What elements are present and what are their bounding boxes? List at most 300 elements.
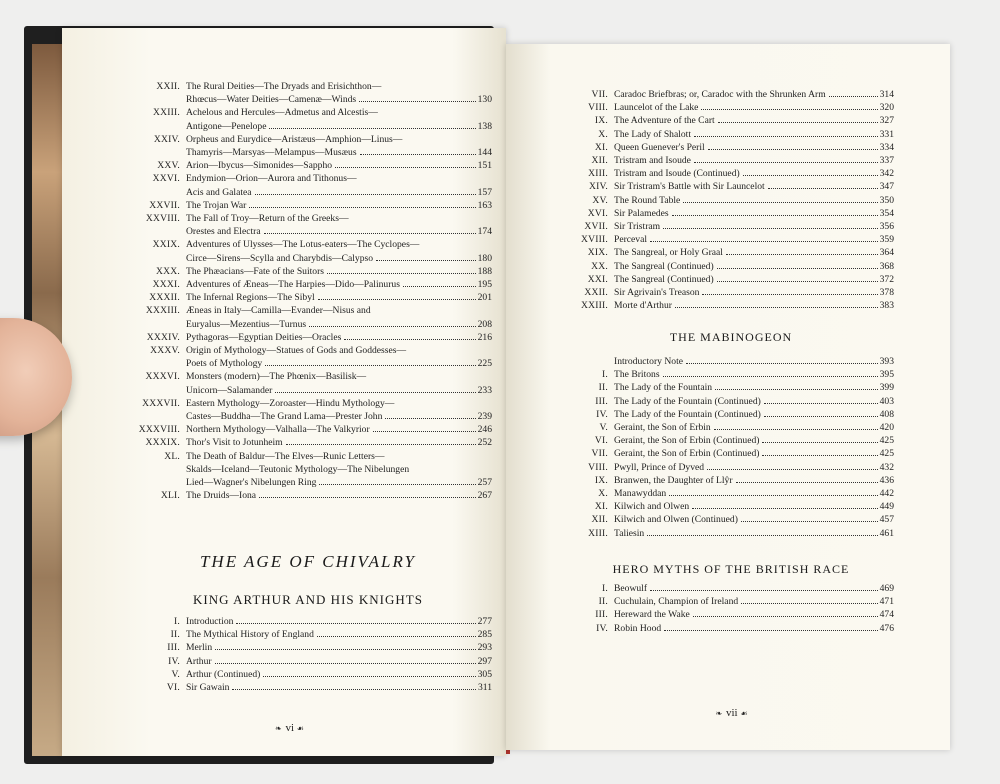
toc-entry <box>568 421 894 434</box>
chapter-number: XIII. <box>588 168 608 180</box>
chapter-number: III. <box>167 642 180 654</box>
dot-leader <box>714 429 878 430</box>
chapter-number: XXXI. <box>152 279 180 291</box>
chapter-title: Cuchulain, Champion of Ireland <box>614 596 739 608</box>
chapter-title: Euryalus—Mezentius—Turnus <box>186 318 307 330</box>
page-number: 354 <box>879 207 894 219</box>
chapter-number: VIII. <box>588 102 608 114</box>
toc-entry-line <box>568 500 894 513</box>
chapter-number: XXXVI. <box>145 371 180 383</box>
dot-leader <box>675 307 878 308</box>
chapter-title: Kilwich and Olwen <box>614 501 690 513</box>
chapter-title: The Druids—Iona <box>186 490 257 502</box>
toc-entry-line <box>568 260 894 273</box>
dot-leader <box>259 497 476 498</box>
chapter-number: III. <box>595 395 608 407</box>
page-number: 342 <box>879 168 894 180</box>
chapter-title: Rhœcus—Water Deities—Camenæ—Winds <box>186 94 357 106</box>
toc-entry-line <box>124 93 492 106</box>
page-number: 267 <box>477 490 492 502</box>
chapter-title: Orestes and Electra <box>186 226 261 238</box>
toc-entry <box>568 368 894 381</box>
toc-entry <box>124 133 492 159</box>
page-number: 356 <box>879 221 894 233</box>
chapter-number: XXXIX. <box>145 437 180 449</box>
chapter-title: Castes—Buddha—The Grand Lama—Prester John <box>186 411 383 423</box>
page-number: 372 <box>879 273 894 285</box>
chapter-title: The Lady of the Fountain (Continued) <box>614 395 761 407</box>
page-number: 297 <box>477 655 492 667</box>
dot-leader <box>647 535 877 536</box>
toc-entry <box>124 331 492 344</box>
dot-leader <box>741 603 877 604</box>
toc-entry <box>124 450 492 490</box>
dot-leader <box>385 418 475 419</box>
page-number: 350 <box>879 194 894 206</box>
ornament-icon: ❧ <box>715 709 724 718</box>
chapter-title: Morte d'Arthur <box>614 300 672 312</box>
chapter-number: X. <box>598 128 608 140</box>
chapter-title: Manawyddan <box>614 488 667 500</box>
toc-entry-line <box>568 595 894 608</box>
page-number: 449 <box>879 501 894 513</box>
toc-entry-line <box>568 474 894 487</box>
page-number: 180 <box>477 252 492 264</box>
chapter-title: Northern Mythology—Valhalla—The Valkyrior <box>186 424 370 436</box>
dot-leader <box>764 403 878 404</box>
chapter-title: Arthur (Continued) <box>186 668 261 680</box>
dot-leader <box>344 339 475 340</box>
dot-leader <box>265 365 475 366</box>
page-number: 233 <box>477 384 492 396</box>
folio-number: vii <box>725 707 738 719</box>
dot-leader <box>694 136 878 137</box>
chapter-number: XXVII. <box>149 199 180 211</box>
ornament-icon: ☙ <box>296 724 305 733</box>
chapter-number: XIV. <box>588 181 608 193</box>
dot-leader <box>686 363 878 364</box>
toc-entry-line <box>568 233 894 246</box>
toc-entry-line <box>568 180 894 193</box>
dot-leader <box>403 286 476 287</box>
chapter-number: XII. <box>591 155 608 167</box>
toc-entry-line <box>124 172 492 185</box>
chapter-number: XVII. <box>584 221 608 233</box>
toc-entry-line <box>124 252 492 265</box>
chapter-number: XXX. <box>156 265 180 277</box>
dot-leader <box>715 389 878 390</box>
chapter-title: Thamyris—Marsyas—Melampus—Musæus <box>186 147 357 159</box>
toc-entry <box>568 180 894 193</box>
dot-leader <box>762 442 877 443</box>
chapter-title: Sir Gawain <box>186 682 230 694</box>
page-number: 364 <box>879 247 894 259</box>
dot-leader <box>264 233 476 234</box>
chapter-title: The Infernal Regions—The Sibyl <box>186 292 315 304</box>
chapter-title: The Fall of Troy—Return of the Greeks— <box>186 213 349 225</box>
page-number: 457 <box>879 514 894 526</box>
chapter-title: Origin of Mythology—Statues of Gods and Goddesses— <box>186 345 407 357</box>
toc-entry <box>568 128 894 141</box>
chapter-number: II. <box>598 382 608 394</box>
chapter-title: Queen Guenever's Peril <box>614 141 705 153</box>
page-number: 246 <box>477 424 492 436</box>
toc-entry <box>568 513 894 526</box>
page-number: 395 <box>879 369 894 381</box>
toc-entry-line <box>124 225 492 238</box>
page-number: 378 <box>879 287 894 299</box>
toc-entry-line <box>568 622 894 635</box>
toc-entry <box>124 423 492 436</box>
chapter-title: The Adventure of the Cart <box>614 115 715 127</box>
toc-entry <box>124 436 492 449</box>
chapter-title: Pwyll, Prince of Dyved <box>614 461 705 473</box>
chapter-number: XXIX. <box>152 239 180 251</box>
toc-entry <box>124 641 492 654</box>
page-number: 201 <box>477 292 492 304</box>
chapter-number: XXXIII. <box>145 305 180 317</box>
chapter-title: The Phæacians—Fate of the Suitors <box>186 265 325 277</box>
page-number: 311 <box>477 682 492 694</box>
toc-entry-line <box>124 641 492 654</box>
chapter-title: Acis and Galatea <box>186 186 252 198</box>
page-number: 359 <box>879 234 894 246</box>
chapter-title: Lied—Wagner's Nibelungen Ring <box>186 477 317 489</box>
dot-leader <box>360 154 476 155</box>
chapter-number: XIII. <box>588 527 608 539</box>
toc-entry <box>568 582 894 595</box>
dot-leader <box>672 215 878 216</box>
dot-leader <box>359 101 475 102</box>
page-number: 216 <box>477 331 492 343</box>
toc-entry-line <box>124 212 492 225</box>
page-number: 383 <box>879 300 894 312</box>
toc-entry <box>568 500 894 513</box>
toc-entry <box>568 220 894 233</box>
page-number: 461 <box>879 527 894 539</box>
chapter-title: Æneas in Italy—Camilla—Evander—Nisus and <box>186 305 371 317</box>
toc-entry-line <box>124 318 492 331</box>
chapter-title: Antigone—Penelope <box>186 120 267 132</box>
page-number: 144 <box>477 147 492 159</box>
chapter-title: The Britons <box>614 369 660 381</box>
toc-entry-line <box>568 286 894 299</box>
chapter-title: Skalds—Iceland—Teutonic Mythology—The Nibelungen <box>186 463 410 475</box>
page-number: 320 <box>879 102 894 114</box>
ornament-icon: ☙ <box>740 709 749 718</box>
chapter-title: Tristram and Isoude <box>614 155 691 167</box>
page-number: 130 <box>477 94 492 106</box>
chapter-number: XXXII. <box>149 292 180 304</box>
chapter-title: Introductory Note <box>614 356 684 367</box>
toc-entry-line <box>568 101 894 114</box>
toc-entry <box>124 668 492 681</box>
toc-entry-line <box>124 106 492 119</box>
chapter-number: IX. <box>594 474 608 486</box>
chapter-title: Caradoc Briefbras; or, Caradoc with the Shrunken Arm <box>614 89 826 100</box>
page-number: 157 <box>477 186 492 198</box>
toc-entry <box>124 370 492 396</box>
chapter-number: XXVIII. <box>145 213 180 225</box>
toc-entry <box>124 397 492 423</box>
chapter-title: The Round Table <box>614 194 681 206</box>
toc-entry <box>568 273 894 286</box>
chapter-number: I. <box>602 369 608 381</box>
chapter-title: The Sangreal, or Holy Graal <box>614 247 723 259</box>
toc-entry-line <box>124 423 492 436</box>
toc-entry-line <box>568 220 894 233</box>
chapter-title: The Lady of the Fountain <box>614 382 713 394</box>
toc-entry-line <box>568 447 894 460</box>
chapter-title: Adventures of Ulysses—The Lotus-eaters—The Cyclopes— <box>186 239 420 251</box>
dot-leader <box>215 663 476 664</box>
chapter-title: Arion—Ibycus—Simonides—Sappho <box>186 160 333 172</box>
chapter-number: VIII. <box>588 461 608 473</box>
dot-leader <box>702 294 877 295</box>
chapter-title: Sir Agrivain's Treason <box>614 287 700 299</box>
chapter-title: Launcelot of the Lake <box>614 102 699 114</box>
toc-entry <box>124 655 492 668</box>
chapter-number: V. <box>599 422 608 434</box>
page-number: 305 <box>477 668 492 680</box>
toc-right-list <box>568 88 894 312</box>
toc-entry <box>124 106 492 132</box>
dot-leader <box>663 376 878 377</box>
toc-entry-line <box>124 436 492 449</box>
chapter-number: IV. <box>168 655 180 667</box>
toc-entry <box>568 246 894 259</box>
page-number: 239 <box>477 411 492 423</box>
toc-entry-line <box>568 167 894 180</box>
toc-entry <box>124 172 492 198</box>
toc-entry-line <box>124 384 492 397</box>
toc-entry <box>568 487 894 500</box>
dot-leader <box>318 299 476 300</box>
chapter-number: VI. <box>166 682 180 694</box>
dot-leader <box>376 260 476 261</box>
toc-entry <box>124 489 492 502</box>
toc-entry-line <box>568 154 894 167</box>
toc-entry-line <box>568 88 894 101</box>
dot-leader <box>701 109 877 110</box>
toc-entry <box>568 395 894 408</box>
chapter-title: Poets of Mythology <box>186 358 263 370</box>
chapter-number: XXIV. <box>153 133 180 145</box>
chapter-title: Introduction <box>186 616 234 627</box>
chapter-title: Sir Tristram <box>614 221 661 233</box>
toc-entry-line <box>568 434 894 447</box>
dot-leader <box>269 128 475 129</box>
chapter-title: Arthur <box>186 655 212 667</box>
toc-entry-line <box>568 141 894 154</box>
toc-entry-line <box>568 368 894 381</box>
dot-leader <box>692 508 877 509</box>
page-number: 420 <box>879 422 894 434</box>
chapter-number: XXXV. <box>150 345 180 357</box>
page-number: 334 <box>879 141 894 153</box>
dot-leader <box>255 194 476 195</box>
dot-leader <box>683 202 877 203</box>
dot-leader <box>708 149 878 150</box>
chapter-title: Branwen, the Daughter of Llŷr <box>614 474 733 486</box>
chapter-title: Geraint, the Son of Erbin <box>614 422 711 434</box>
chapter-number: XXXVII. <box>142 397 180 409</box>
dot-leader <box>319 484 475 485</box>
toc-entry-line <box>568 408 894 421</box>
toc-entry-line <box>568 487 894 500</box>
toc-entry <box>568 167 894 180</box>
dot-leader <box>650 590 878 591</box>
toc-entry-line <box>124 186 492 199</box>
page-number: 393 <box>879 356 894 367</box>
toc-entry <box>568 194 894 207</box>
chapter-number: X. <box>598 488 608 500</box>
chapter-number: XI. <box>594 501 608 513</box>
chapter-title: Merlin <box>186 642 213 654</box>
chapter-number: XL. <box>164 450 180 462</box>
toc-entry <box>124 615 492 628</box>
chapter-title: Adventures of Æneas—The Harpies—Dido—Palinurus <box>186 279 400 291</box>
toc-entry-line <box>124 265 492 278</box>
chapter-number: IX. <box>594 115 608 127</box>
page-number: 195 <box>477 279 492 291</box>
dot-leader <box>236 623 475 624</box>
dot-leader <box>327 273 476 274</box>
toc-entry-line <box>124 463 492 476</box>
toc-entry-line <box>568 128 894 141</box>
toc-entry <box>124 291 492 304</box>
chapter-number: XX. <box>591 260 608 272</box>
dot-leader <box>726 254 878 255</box>
dot-leader <box>762 455 877 456</box>
chapter-title: Geraint, the Son of Erbin (Continued) <box>614 448 760 460</box>
dot-leader <box>335 167 476 168</box>
page-number: 432 <box>879 461 894 473</box>
toc-entry-line <box>124 159 492 172</box>
toc-entry <box>568 260 894 273</box>
chapter-number: XXXVIII. <box>138 424 180 436</box>
toc-entry <box>568 381 894 394</box>
section-title-mabinogeon: THE MABINOGEON <box>669 330 793 344</box>
page-number: 252 <box>477 437 492 449</box>
toc-entry <box>568 141 894 154</box>
page-folio-right <box>692 707 772 719</box>
chapter-title: Endymion—Orion—Aurora and Tithonus— <box>186 173 357 185</box>
page-number: 293 <box>477 642 492 654</box>
dot-leader <box>263 676 475 677</box>
toc-entry <box>568 299 894 312</box>
toc-entry-line <box>124 331 492 344</box>
page-number: 436 <box>879 474 894 486</box>
chapter-title: Perceval <box>614 234 648 246</box>
chapter-number: VII. <box>591 89 608 100</box>
page-number: 188 <box>477 265 492 277</box>
chapter-title: Monsters (modern)—The Phœnix—Basilisk— <box>186 371 367 383</box>
dot-leader <box>717 268 878 269</box>
toc-entry-line <box>124 199 492 212</box>
chapter-number: II. <box>170 629 180 641</box>
toc-entry <box>568 154 894 167</box>
chapter-number: VII. <box>591 448 608 460</box>
toc-entry-line <box>124 628 492 641</box>
page-number: 174 <box>477 226 492 238</box>
toc-entry-line <box>124 489 492 502</box>
toc-entry-line <box>124 476 492 489</box>
chapter-number: XXVI. <box>152 173 180 185</box>
chapter-number: VI. <box>594 435 608 447</box>
chapter-title: Thor's Visit to Jotunheim <box>186 437 283 449</box>
dot-leader <box>317 636 476 637</box>
chapter-title: Kilwich and Olwen (Continued) <box>614 514 738 526</box>
chapter-number: XXII. <box>156 81 180 92</box>
toc-entry <box>568 447 894 460</box>
chapter-number: XLI. <box>160 490 180 502</box>
section-title-age-of-chivalry: THE AGE OF CHIVALRY <box>199 552 417 571</box>
page-number: 403 <box>879 395 894 407</box>
toc-left-list <box>124 80 492 503</box>
chapter-title: The Sangreal (Continued) <box>614 273 714 285</box>
toc-entry-line <box>124 133 492 146</box>
chapter-title: Achelous and Hercules—Admetus and Alcestis— <box>186 107 378 119</box>
page-number: 138 <box>477 120 492 132</box>
dot-leader <box>694 162 878 163</box>
page-number: 327 <box>879 115 894 127</box>
page-number: 408 <box>879 408 894 420</box>
toc-entry-line <box>124 357 492 370</box>
toc-entry-line <box>124 80 492 93</box>
toc-entry-line <box>568 273 894 286</box>
chapter-title: Sir Tristram's Battle with Sir Launcelot <box>614 181 765 193</box>
toc-entry-line <box>124 655 492 668</box>
page-number: 208 <box>477 318 492 330</box>
toc-entry-line <box>568 608 894 621</box>
toc-entry <box>568 474 894 487</box>
chapter-title: Geraint, the Son of Erbin (Continued) <box>614 435 760 447</box>
page-number: 469 <box>879 583 894 594</box>
toc-entry <box>568 286 894 299</box>
toc-arthur-list <box>124 615 492 694</box>
toc-entry-line <box>124 668 492 681</box>
toc-entry <box>124 80 492 106</box>
toc-entry <box>568 608 894 621</box>
toc-entry <box>568 408 894 421</box>
chapter-title: The Lady of Shalott <box>614 128 691 140</box>
page-number: 314 <box>879 89 894 100</box>
toc-entry <box>568 461 894 474</box>
toc-entry-line <box>568 194 894 207</box>
dot-leader <box>669 495 877 496</box>
toc-entry <box>568 88 894 101</box>
chapter-title: Orpheus and Eurydice—Aristæus—Amphion—Linus— <box>186 133 403 145</box>
chapter-number: IV. <box>596 408 608 420</box>
dot-leader <box>373 431 476 432</box>
dot-leader <box>650 241 878 242</box>
dot-leader <box>707 469 878 470</box>
toc-entry <box>568 434 894 447</box>
toc-entry-line <box>568 527 894 540</box>
chapter-title: The Rural Deities—The Dryads and Erisichthon— <box>186 81 382 92</box>
toc-entry <box>568 527 894 540</box>
page-number: 151 <box>477 160 492 172</box>
toc-entry-line <box>124 278 492 291</box>
toc-entry <box>124 681 492 694</box>
toc-entry <box>568 114 894 127</box>
dot-leader <box>693 616 878 617</box>
chapter-title: Beowulf <box>614 583 648 594</box>
toc-entry-line <box>124 450 492 463</box>
page-number: 399 <box>879 382 894 394</box>
chapter-title: The Lady of the Fountain (Continued) <box>614 408 761 420</box>
